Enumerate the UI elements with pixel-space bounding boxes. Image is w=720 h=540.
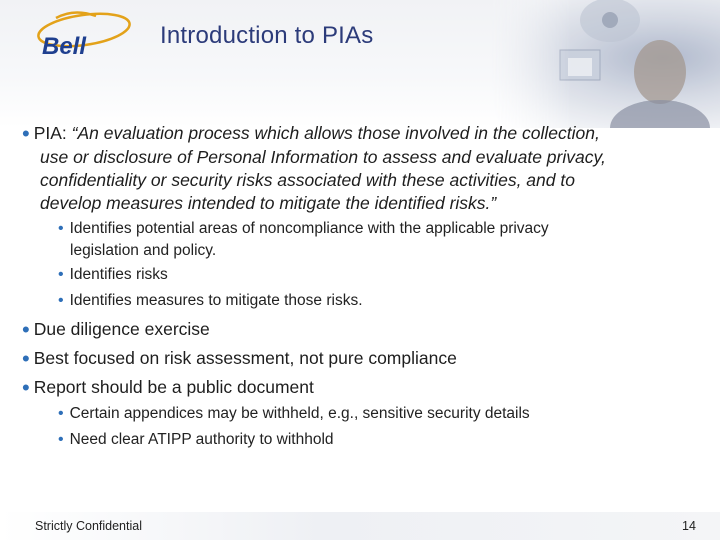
bullet-icon: • [22,375,30,400]
bullet-public-report [22,376,314,398]
pia-label: PIA: [33,123,72,143]
bullet-icon: • [22,317,30,342]
pia-quote-line-4: develop measures intended to mitigate the identified risks.” [40,193,497,213]
pia-subpoint-3-text: Identifies measures to mitigate those risks. [69,292,363,309]
pia-subpoint-3 [58,291,363,311]
pia-quote-line-1: “An evaluation process which allows those involved in the collection, [71,123,600,143]
bullet-text: Due diligence exercise [33,319,210,339]
page-number: 14 [682,519,696,533]
pia-subpoint-1 [58,219,549,239]
sub-bullet-icon: • [58,220,64,237]
report-subpoint-2 [58,430,334,450]
bullet-pia [22,122,600,144]
report-subpoint-1-text: Certain appendices may be withheld, e.g., sensitive security details [69,405,530,422]
pia-subpoint-1-cont: legislation and policy. [70,242,217,259]
report-subpoint-2-text: Need clear ATIPP authority to withhold [69,431,334,448]
logo-text: Bell [42,33,87,60]
photo-person-head [634,40,686,104]
pia-quote-line-3: confidentiality or security risks associated with these activities, and to [40,170,575,190]
slide-title: Introduction to PIAs [160,22,374,49]
sub-bullet-icon: • [58,266,64,283]
footer-confidentiality: Strictly Confidential [35,519,142,533]
sub-bullet-icon: • [58,405,64,422]
bullet-risk-assessment [22,347,457,369]
pia-subpoint-2 [58,265,168,285]
bullet-text: Best focused on risk assessment, not pure compliance [33,348,457,368]
sub-bullet-icon: • [58,431,64,448]
pia-subpoint-1-text: Identifies potential areas of noncompliance with the applicable privacy [69,220,549,237]
report-subpoint-1 [58,404,530,424]
photo-screen-inner [568,58,592,76]
photo-person-body [610,100,710,128]
bullet-text: Report should be a public document [33,377,314,397]
bullet-due-diligence [22,318,210,340]
pia-subpoint-2-text: Identifies risks [69,266,168,283]
people-collage-photo [490,0,720,128]
bullet-icon: • [22,346,30,371]
photo-eye-pupil [602,12,618,28]
bullet-icon: • [22,121,30,146]
photo-shapes [490,0,720,128]
sub-bullet-icon: • [58,292,64,309]
bell-logo [26,10,136,60]
pia-quote-line-2: use or disclosure of Personal Information to assess and evaluate privacy, [40,147,606,167]
